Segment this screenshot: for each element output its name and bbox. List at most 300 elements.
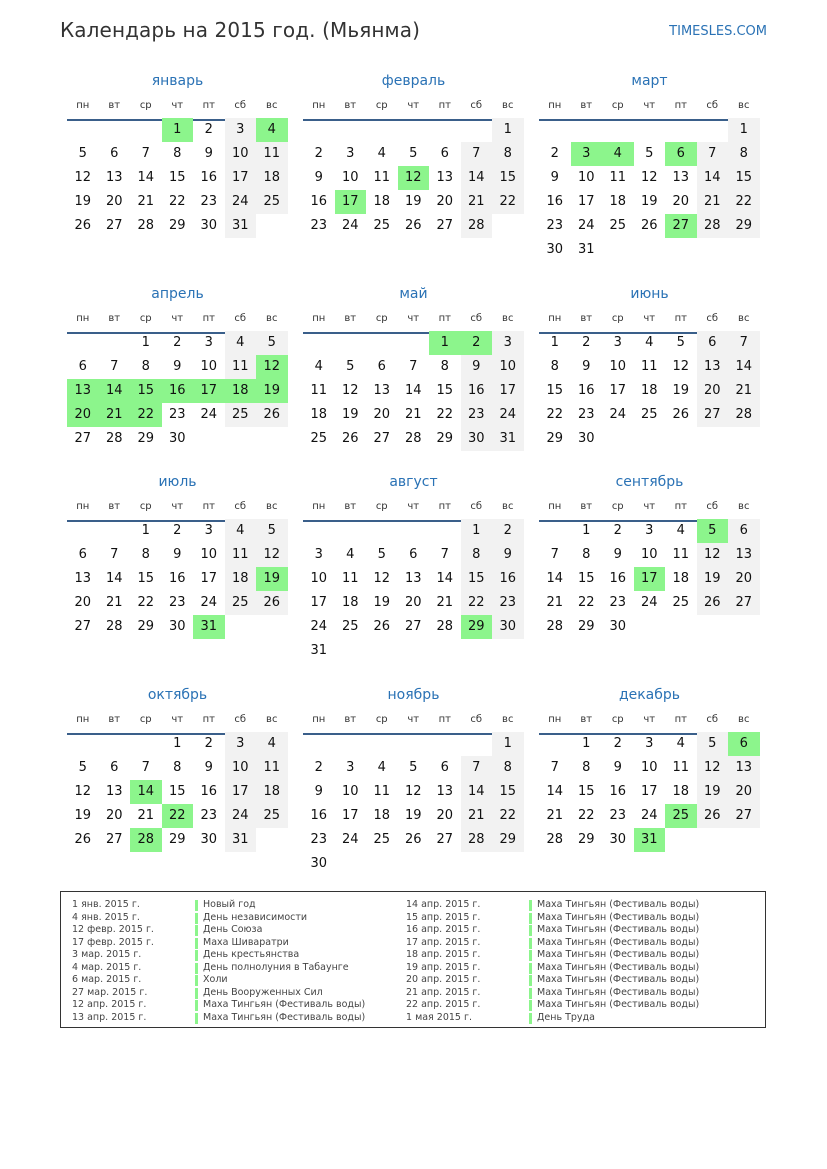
day-cell: 9 bbox=[204, 760, 213, 775]
day-cell: 15 bbox=[728, 166, 760, 190]
day-cell: 17 bbox=[492, 379, 524, 403]
day-cell: 9 bbox=[582, 359, 591, 374]
day-cell: 29 bbox=[137, 431, 155, 446]
day-cell: 25 bbox=[256, 190, 288, 214]
day-cell: 19 bbox=[373, 595, 391, 610]
day-cell: 8 bbox=[728, 142, 760, 166]
day-cell: 1 bbox=[550, 335, 559, 350]
weekday-label: вт bbox=[344, 714, 357, 725]
day-cell: 29 bbox=[546, 431, 564, 446]
month-name: июль bbox=[158, 474, 197, 490]
day-cell: 19 bbox=[697, 780, 729, 804]
legend-holiday-name: День полнолуния в Табаунге bbox=[203, 961, 349, 973]
weekday-label: сб bbox=[470, 100, 483, 111]
day-cell: 9 bbox=[492, 543, 524, 567]
legend-color-marker bbox=[529, 900, 532, 911]
legend-date: 17 февр. 2015 г. bbox=[72, 936, 154, 948]
legend-date: 1 мая 2015 г. bbox=[406, 1011, 472, 1023]
day-cell: 2 bbox=[173, 335, 182, 350]
day-cell: 29 bbox=[728, 214, 760, 238]
weekday-label: пт bbox=[674, 100, 687, 111]
weekday-label: ср bbox=[611, 313, 624, 324]
day-cell: 24 bbox=[225, 190, 257, 214]
day-cell: 30 bbox=[168, 431, 186, 446]
holiday-day-cell: 16 bbox=[162, 379, 194, 403]
weekday-label: пт bbox=[438, 313, 451, 324]
day-cell: 24 bbox=[225, 804, 257, 828]
day-cell: 15 bbox=[577, 571, 595, 586]
weekday-label: пн bbox=[312, 313, 326, 324]
legend-color-marker bbox=[529, 1013, 532, 1024]
day-cell: 16 bbox=[609, 571, 627, 586]
day-cell: 14 bbox=[105, 571, 123, 586]
day-cell: 30 bbox=[492, 615, 524, 639]
day-cell: 13 bbox=[672, 170, 690, 185]
month-2 bbox=[539, 73, 760, 273]
weekday-label: сб bbox=[234, 714, 247, 725]
day-cell: 28 bbox=[436, 619, 454, 634]
holiday-day-cell: 14 bbox=[99, 379, 131, 403]
day-cell: 7 bbox=[461, 756, 493, 780]
day-cell: 14 bbox=[436, 571, 454, 586]
day-cell: 10 bbox=[200, 359, 218, 374]
day-cell: 11 bbox=[373, 170, 391, 185]
site-link[interactable]: TIMESLES.COM bbox=[669, 24, 767, 39]
legend-holiday-name: Маха Тингьян (Фестиваль воды) bbox=[537, 899, 700, 910]
day-cell: 24 bbox=[200, 407, 218, 422]
day-cell: 12 bbox=[341, 383, 359, 398]
day-cell: 15 bbox=[492, 166, 524, 190]
day-cell: 13 bbox=[436, 784, 454, 799]
day-cell: 6 bbox=[728, 519, 760, 543]
day-cell: 21 bbox=[404, 407, 422, 422]
day-cell: 12 bbox=[697, 756, 729, 780]
weekday-label: пт bbox=[438, 714, 451, 725]
month-name: май bbox=[399, 286, 428, 302]
day-cell: 4 bbox=[225, 519, 257, 543]
day-cell: 10 bbox=[310, 571, 328, 586]
day-cell: 6 bbox=[78, 547, 87, 562]
day-cell: 8 bbox=[582, 760, 591, 775]
day-cell: 27 bbox=[697, 403, 729, 427]
day-cell: 20 bbox=[728, 780, 760, 804]
day-cell: 21 bbox=[137, 808, 155, 823]
month-name: февраль bbox=[381, 73, 446, 89]
day-cell: 16 bbox=[577, 383, 595, 398]
day-cell: 3 bbox=[613, 335, 622, 350]
day-cell: 1 bbox=[141, 523, 150, 538]
day-cell: 22 bbox=[577, 808, 595, 823]
month-name: январь bbox=[151, 73, 204, 89]
day-cell: 30 bbox=[310, 856, 328, 871]
day-cell: 8 bbox=[461, 543, 493, 567]
day-cell: 7 bbox=[440, 547, 449, 562]
day-cell: 14 bbox=[461, 780, 493, 804]
day-cell: 21 bbox=[137, 194, 155, 209]
day-cell: 1 bbox=[582, 523, 591, 538]
day-cell: 18 bbox=[256, 166, 288, 190]
day-cell: 16 bbox=[168, 571, 186, 586]
legend-date: 4 мар. 2015 г. bbox=[72, 961, 142, 973]
day-cell: 25 bbox=[225, 403, 257, 427]
day-cell: 10 bbox=[609, 359, 627, 374]
day-cell: 13 bbox=[697, 355, 729, 379]
day-cell: 6 bbox=[377, 359, 386, 374]
holiday-day-cell: 27 bbox=[665, 214, 697, 238]
day-cell: 20 bbox=[436, 194, 454, 209]
day-cell: 8 bbox=[440, 359, 449, 374]
day-cell: 18 bbox=[373, 194, 391, 209]
day-cell: 14 bbox=[137, 170, 155, 185]
day-cell: 13 bbox=[404, 571, 422, 586]
day-cell: 21 bbox=[546, 808, 564, 823]
day-cell: 20 bbox=[74, 595, 92, 610]
day-cell: 13 bbox=[436, 170, 454, 185]
day-cell: 22 bbox=[546, 407, 564, 422]
day-cell: 23 bbox=[310, 218, 328, 233]
weekday-label: ср bbox=[611, 100, 624, 111]
day-cell: 11 bbox=[640, 359, 658, 374]
legend-date: 20 апр. 2015 г. bbox=[406, 974, 481, 985]
day-cell: 27 bbox=[105, 218, 123, 233]
day-cell: 9 bbox=[314, 170, 323, 185]
day-cell: 25 bbox=[373, 218, 391, 233]
weekday-label: пн bbox=[76, 501, 90, 512]
holiday-day-cell: 13 bbox=[67, 379, 99, 403]
month-name: март bbox=[631, 73, 668, 89]
legend-date: 16 апр. 2015 г. bbox=[406, 924, 481, 935]
weekday-label: вс bbox=[266, 313, 278, 324]
day-cell: 15 bbox=[168, 784, 186, 799]
day-cell: 31 bbox=[577, 242, 595, 257]
day-cell: 3 bbox=[204, 335, 213, 350]
weekday-label: ср bbox=[139, 501, 152, 512]
day-cell: 14 bbox=[546, 571, 564, 586]
day-cell: 26 bbox=[341, 431, 359, 446]
day-cell: 18 bbox=[341, 595, 359, 610]
legend-holiday-name: Маха Тингьян (Фестиваль воды) bbox=[537, 986, 700, 998]
day-cell: 9 bbox=[613, 760, 622, 775]
weekday-label: чт bbox=[171, 100, 184, 111]
day-cell: 11 bbox=[310, 383, 328, 398]
day-cell: 29 bbox=[168, 218, 186, 233]
day-cell: 20 bbox=[436, 808, 454, 823]
day-cell: 24 bbox=[640, 595, 658, 610]
legend-date: 13 апр. 2015 г. bbox=[72, 1011, 147, 1023]
day-cell: 10 bbox=[341, 170, 359, 185]
day-cell: 11 bbox=[256, 142, 288, 166]
legend-color-marker bbox=[195, 975, 198, 986]
day-cell: 21 bbox=[546, 595, 564, 610]
weekday-label: вс bbox=[266, 100, 278, 111]
legend-holiday-name: День Труда bbox=[537, 1011, 595, 1023]
day-cell: 14 bbox=[404, 383, 422, 398]
weekday-label: вс bbox=[502, 100, 514, 111]
day-cell: 3 bbox=[314, 547, 323, 562]
holiday-day-cell: 17 bbox=[193, 379, 225, 403]
holiday-day-cell: 17 bbox=[634, 567, 666, 591]
day-cell: 17 bbox=[341, 808, 359, 823]
day-cell: 5 bbox=[676, 335, 685, 350]
day-cell: 29 bbox=[137, 619, 155, 634]
day-cell: 7 bbox=[110, 547, 119, 562]
legend-holiday-name: День Вооруженных Сил bbox=[203, 986, 323, 998]
day-cell: 25 bbox=[256, 804, 288, 828]
day-cell: 10 bbox=[341, 784, 359, 799]
day-cell: 16 bbox=[200, 784, 218, 799]
day-cell: 27 bbox=[436, 832, 454, 847]
weekday-label: ср bbox=[139, 100, 152, 111]
day-cell: 1 bbox=[492, 118, 524, 142]
day-cell: 18 bbox=[256, 780, 288, 804]
day-cell: 28 bbox=[137, 218, 155, 233]
day-cell: 28 bbox=[404, 431, 422, 446]
day-cell: 31 bbox=[225, 214, 257, 238]
day-cell: 27 bbox=[728, 804, 760, 828]
day-cell: 3 bbox=[492, 331, 524, 355]
day-cell: 5 bbox=[346, 359, 355, 374]
legend-color-marker bbox=[195, 963, 198, 974]
weekday-label: вс bbox=[502, 714, 514, 725]
day-cell: 12 bbox=[404, 784, 422, 799]
day-cell: 27 bbox=[436, 218, 454, 233]
weekday-label: сб bbox=[706, 501, 719, 512]
day-cell: 18 bbox=[609, 194, 627, 209]
holiday-day-cell: 31 bbox=[634, 828, 666, 852]
day-cell: 20 bbox=[404, 595, 422, 610]
day-cell: 27 bbox=[74, 431, 92, 446]
day-cell: 9 bbox=[204, 146, 213, 161]
legend-holiday-name: Новый год bbox=[203, 899, 256, 910]
holiday-day-cell: 19 bbox=[256, 567, 288, 591]
weekday-label: сб bbox=[234, 501, 247, 512]
legend-date: 21 апр. 2015 г. bbox=[406, 986, 481, 998]
weekday-label: ср bbox=[375, 501, 388, 512]
weekday-label: чт bbox=[643, 313, 656, 324]
legend-date: 1 янв. 2015 г. bbox=[72, 899, 140, 910]
day-cell: 27 bbox=[373, 431, 391, 446]
month-name: декабрь bbox=[618, 687, 681, 703]
day-cell: 26 bbox=[373, 619, 391, 634]
weekday-label: пн bbox=[548, 714, 562, 725]
legend-date: 17 апр. 2015 г. bbox=[406, 936, 481, 948]
legend-holiday-name: День крестьянства bbox=[203, 949, 300, 960]
day-cell: 30 bbox=[200, 832, 218, 847]
day-cell: 13 bbox=[74, 571, 92, 586]
weekday-label: вс bbox=[738, 100, 750, 111]
day-cell: 17 bbox=[640, 784, 658, 799]
day-cell: 29 bbox=[168, 832, 186, 847]
weekday-label: ср bbox=[139, 714, 152, 725]
weekday-label: чт bbox=[407, 501, 420, 512]
day-cell: 7 bbox=[550, 760, 559, 775]
day-cell: 6 bbox=[78, 359, 87, 374]
day-cell: 7 bbox=[141, 760, 150, 775]
day-cell: 1 bbox=[492, 732, 524, 756]
day-cell: 20 bbox=[697, 379, 729, 403]
day-cell: 24 bbox=[341, 218, 359, 233]
legend-color-marker bbox=[195, 925, 198, 936]
day-cell: 19 bbox=[640, 194, 658, 209]
weekday-label: чт bbox=[171, 714, 184, 725]
day-cell: 22 bbox=[461, 591, 493, 615]
holiday-day-cell: 12 bbox=[256, 355, 288, 379]
month-name: июнь bbox=[630, 286, 669, 302]
day-cell: 30 bbox=[609, 619, 627, 634]
holiday-day-cell: 4 bbox=[256, 118, 288, 142]
day-cell: 7 bbox=[697, 142, 729, 166]
day-cell: 5 bbox=[256, 519, 288, 543]
day-cell: 24 bbox=[609, 407, 627, 422]
day-cell: 23 bbox=[200, 194, 218, 209]
day-cell: 23 bbox=[609, 595, 627, 610]
day-cell: 3 bbox=[645, 523, 654, 538]
weekday-label: пн bbox=[76, 313, 90, 324]
weekday-label: пт bbox=[438, 100, 451, 111]
weekday-label: вт bbox=[580, 501, 593, 512]
day-cell: 28 bbox=[546, 619, 564, 634]
legend-date: 12 апр. 2015 г. bbox=[72, 999, 147, 1010]
day-cell: 23 bbox=[168, 407, 186, 422]
month-name: август bbox=[389, 474, 438, 490]
day-cell: 17 bbox=[225, 780, 257, 804]
holiday-day-cell: 14 bbox=[130, 780, 162, 804]
legend-date: 12 февр. 2015 г. bbox=[72, 924, 154, 935]
holiday-day-cell: 2 bbox=[461, 331, 493, 355]
weekday-label: чт bbox=[407, 100, 420, 111]
day-cell: 9 bbox=[461, 355, 493, 379]
day-cell: 5 bbox=[409, 146, 418, 161]
day-cell: 13 bbox=[373, 383, 391, 398]
day-cell: 28 bbox=[461, 828, 493, 852]
day-cell: 3 bbox=[346, 760, 355, 775]
day-cell: 17 bbox=[310, 595, 328, 610]
day-cell: 16 bbox=[200, 170, 218, 185]
day-cell: 27 bbox=[74, 619, 92, 634]
holiday-day-cell: 1 bbox=[429, 331, 461, 355]
day-cell: 17 bbox=[225, 166, 257, 190]
day-cell: 19 bbox=[341, 407, 359, 422]
day-cell: 14 bbox=[546, 784, 564, 799]
weekday-label: вс bbox=[266, 501, 278, 512]
day-cell: 18 bbox=[672, 571, 690, 586]
weekday-label: пт bbox=[202, 313, 215, 324]
day-cell: 16 bbox=[492, 567, 524, 591]
legend-holiday-name: Маха Тингьян (Фестиваль воды) bbox=[537, 961, 700, 973]
day-cell: 29 bbox=[492, 828, 524, 852]
legend-color-marker bbox=[529, 950, 532, 961]
legend-holiday-name: Маха Тингьян (Фестиваль воды) bbox=[537, 911, 700, 923]
day-cell: 1 bbox=[173, 736, 182, 751]
day-cell: 20 bbox=[105, 808, 123, 823]
day-cell: 25 bbox=[310, 431, 328, 446]
day-cell: 21 bbox=[436, 595, 454, 610]
day-cell: 23 bbox=[577, 407, 595, 422]
day-cell: 8 bbox=[582, 547, 591, 562]
weekday-label: чт bbox=[407, 313, 420, 324]
day-cell: 25 bbox=[640, 407, 658, 422]
page-title: Календарь на 2015 год. (Мьянма) bbox=[60, 18, 420, 42]
holiday-day-cell: 20 bbox=[67, 403, 99, 427]
day-cell: 9 bbox=[314, 784, 323, 799]
legend-color-marker bbox=[529, 913, 532, 924]
day-cell: 29 bbox=[577, 619, 595, 634]
day-cell: 19 bbox=[672, 383, 690, 398]
weekday-label: ср bbox=[611, 501, 624, 512]
day-cell: 26 bbox=[256, 403, 288, 427]
day-cell: 20 bbox=[728, 567, 760, 591]
day-cell: 13 bbox=[728, 543, 760, 567]
day-cell: 12 bbox=[672, 359, 690, 374]
legend-color-marker bbox=[195, 913, 198, 924]
weekday-label: сб bbox=[706, 100, 719, 111]
day-cell: 5 bbox=[78, 146, 87, 161]
weekday-label: вт bbox=[580, 313, 593, 324]
holiday-day-cell: 19 bbox=[256, 379, 288, 403]
month-1 bbox=[303, 73, 524, 273]
day-cell: 18 bbox=[225, 567, 257, 591]
day-cell: 2 bbox=[550, 146, 559, 161]
month-10 bbox=[303, 687, 524, 887]
legend-date: 22 апр. 2015 г. bbox=[406, 999, 481, 1010]
day-cell: 5 bbox=[377, 547, 386, 562]
day-cell: 3 bbox=[225, 732, 257, 756]
day-cell: 24 bbox=[492, 403, 524, 427]
day-cell: 27 bbox=[404, 619, 422, 634]
weekday-label: вт bbox=[344, 313, 357, 324]
month-name: сентябрь bbox=[615, 474, 684, 490]
day-cell: 8 bbox=[141, 359, 150, 374]
weekday-label: чт bbox=[171, 313, 184, 324]
day-cell: 8 bbox=[492, 142, 524, 166]
day-cell: 26 bbox=[640, 218, 658, 233]
day-cell: 14 bbox=[697, 166, 729, 190]
day-cell: 23 bbox=[200, 808, 218, 823]
day-cell: 26 bbox=[74, 832, 92, 847]
weekday-label: чт bbox=[407, 714, 420, 725]
weekday-label: пн bbox=[312, 501, 326, 512]
day-cell: 11 bbox=[225, 355, 257, 379]
weekday-label: ср bbox=[375, 714, 388, 725]
day-cell: 28 bbox=[105, 431, 123, 446]
month-8 bbox=[539, 474, 760, 674]
weekday-label: вт bbox=[580, 100, 593, 111]
day-cell: 25 bbox=[609, 218, 627, 233]
legend-holiday-name: День независимости bbox=[203, 911, 308, 923]
day-cell: 25 bbox=[373, 832, 391, 847]
day-cell: 8 bbox=[173, 146, 182, 161]
day-cell: 15 bbox=[461, 567, 493, 591]
day-cell: 24 bbox=[341, 832, 359, 847]
weekday-label: вт bbox=[108, 313, 121, 324]
day-cell: 10 bbox=[200, 547, 218, 562]
day-cell: 3 bbox=[204, 523, 213, 538]
day-cell: 8 bbox=[550, 359, 559, 374]
day-cell: 13 bbox=[105, 784, 123, 799]
day-cell: 26 bbox=[697, 591, 729, 615]
day-cell: 24 bbox=[310, 619, 328, 634]
day-cell: 6 bbox=[110, 760, 119, 775]
day-cell: 10 bbox=[225, 756, 257, 780]
weekday-label: вс bbox=[266, 714, 278, 725]
day-cell: 11 bbox=[609, 170, 627, 185]
day-cell: 19 bbox=[74, 808, 92, 823]
weekday-label: чт bbox=[643, 714, 656, 725]
day-cell: 28 bbox=[728, 403, 760, 427]
day-cell: 1 bbox=[141, 335, 150, 350]
weekday-label: пт bbox=[674, 501, 687, 512]
day-cell: 22 bbox=[492, 804, 524, 828]
